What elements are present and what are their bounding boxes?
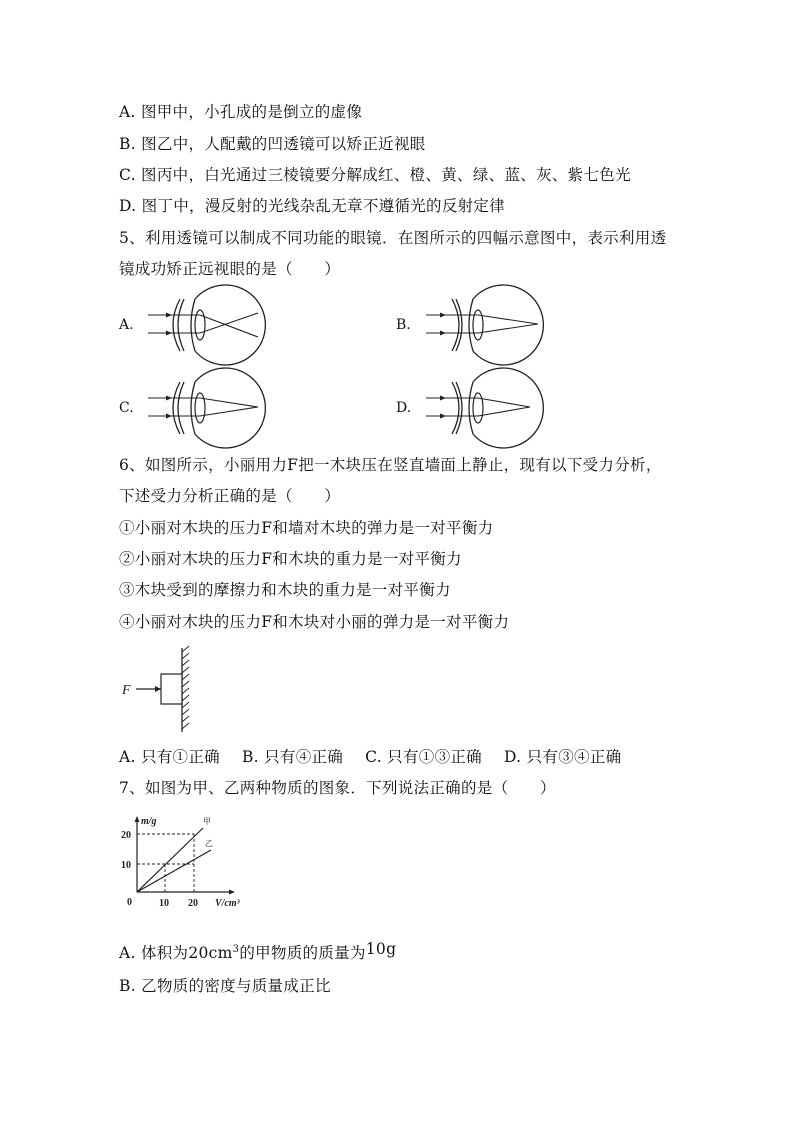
q5-label-c: C. bbox=[119, 400, 134, 416]
q5-label-d: D. bbox=[396, 400, 412, 416]
series-jia-label: 甲 bbox=[203, 817, 211, 826]
x-tick-20: 20 bbox=[188, 898, 198, 909]
q6-statement-1: ①小丽对木块的压力F和墙对木块的弹力是一对平衡力 bbox=[119, 519, 494, 537]
q5-stem-line2: 镜成功矫正远视眼的是（ ） bbox=[119, 260, 341, 278]
y-tick-10: 10 bbox=[121, 860, 131, 871]
q7-option-a bbox=[119, 940, 396, 963]
q5-label-a: A. bbox=[119, 317, 134, 333]
series-yi-label: 乙 bbox=[205, 839, 213, 848]
q6-answer-d: D. 只有③④正确 bbox=[503, 748, 622, 766]
q7-option-a-volume: 20cm bbox=[188, 944, 233, 963]
force-label: F bbox=[122, 683, 131, 698]
force-figure bbox=[118, 644, 198, 734]
q6-answer-a: A. 只有①正确 bbox=[119, 748, 220, 766]
origin-label: 0 bbox=[127, 897, 132, 908]
q4-option-b: B. 图乙中，人配戴的凹透镜可以矫正近视眼 bbox=[119, 135, 426, 153]
q7-option-a-sup: 3 bbox=[232, 944, 240, 955]
q4-option-d: D. 图丁中，漫反射的光线杂乱无章不遵循光的反射定律 bbox=[119, 197, 506, 215]
eye-diagram-c bbox=[140, 368, 270, 448]
q7-option-a-mass: 10g bbox=[365, 940, 397, 959]
q6-stem-line1: 6、如图所示，小丽用力F把一木块压在竖直墙面上静止，现有以下受力分析， bbox=[119, 456, 662, 474]
q4-option-a: A. 图甲中，小孔成的是倒立的虚像 bbox=[119, 103, 363, 121]
eye-diagram-b bbox=[418, 285, 548, 365]
q6-statement-3: ③木块受到的摩擦力和木块的重力是一对平衡力 bbox=[119, 581, 451, 599]
y-tick-20: 20 bbox=[121, 830, 131, 841]
q5-label-b: B. bbox=[396, 317, 411, 333]
q6-answer-options bbox=[119, 747, 643, 767]
q4-option-c: C. 图丙中，白光通过三棱镜要分解成红、橙、黄、绿、蓝、灰、紫七色光 bbox=[119, 166, 631, 184]
x-axis-label: V/cm³ bbox=[215, 898, 240, 909]
q6-answer-c: C. 只有①③正确 bbox=[365, 748, 482, 766]
q5-stem-line1: 5、利用透镜可以制成不同功能的眼镜．在图所示的四幅示意图中，表示利用透 bbox=[119, 229, 667, 247]
eye-diagram-d bbox=[418, 368, 548, 448]
x-tick-10: 10 bbox=[159, 898, 169, 909]
q7-stem: 7、如图为甲、乙两种物质的图象．下列说法正确的是（ ） bbox=[119, 779, 556, 797]
q6-statement-2: ②小丽对木块的压力F和木块的重力是一对平衡力 bbox=[119, 550, 462, 568]
q6-answer-b: B. 只有④正确 bbox=[241, 748, 344, 766]
q7-option-b: B. 乙物质的密度与质量成正比 bbox=[119, 977, 331, 995]
q7-option-a-prefix: A. 体积为 bbox=[119, 944, 189, 963]
mass-volume-graph bbox=[115, 810, 255, 912]
eye-diagram-a bbox=[140, 285, 270, 365]
y-axis-label: m/g bbox=[141, 816, 157, 827]
q7-option-a-mid: 的甲物质的质量为 bbox=[239, 944, 366, 963]
q6-stem-line2: 下述受力分析正确的是（ ） bbox=[119, 487, 341, 505]
q6-statement-4: ④小丽对木块的压力F和木块对小丽的弹力是一对平衡力 bbox=[119, 613, 510, 631]
